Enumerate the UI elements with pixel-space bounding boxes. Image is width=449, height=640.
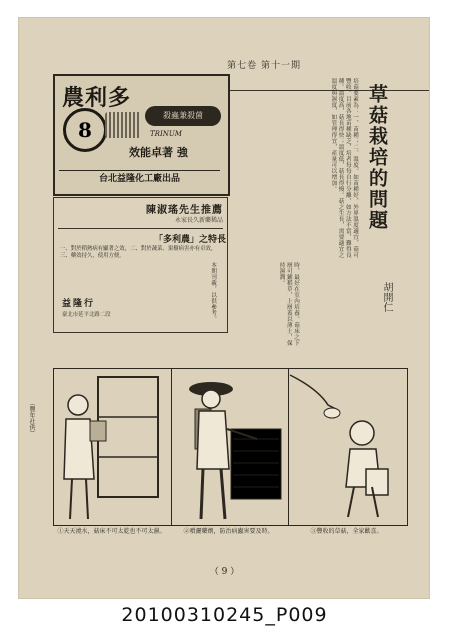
cartoon-strip [53, 368, 408, 526]
recommendation-heading: 「多利農」之特長 [154, 235, 227, 245]
cartoon-panel-spraying [171, 369, 289, 525]
recommendation-title: 陳淑瑤先生推薦 [146, 205, 223, 216]
ad-maker: 台北益隆化工廠出品 [59, 170, 220, 187]
ad-tagline-band: 殺蟲兼殺菌 [145, 106, 221, 126]
page-number: （ 9 ） [209, 567, 240, 577]
shop-name: 益隆行 [62, 299, 96, 309]
article-title: 草菇栽培的問題 [366, 84, 388, 231]
cartoon-panel-watering [54, 369, 172, 525]
article-body-col1: 培菇要素為：一、苗種；二、溫度。如苗種好，外界溫度適宜，菇可豐收。目前各地苗種缺乏，培者每每自行分離，如方法不當，難得良種。溫度高，菇長得快；溫度低，菇長得慢。菇之生長，需要適宜之溫度與濕度，如管理得宜，產量可以增加。 [330, 78, 358, 258]
ad-slogan: 效能卓著 強 [129, 146, 188, 159]
advertisement [53, 74, 230, 196]
article-author: 胡開仁 [381, 282, 392, 312]
watering-illustration [54, 369, 171, 525]
harvest-illustration [288, 369, 407, 525]
cartoon-panel-harvest [288, 369, 407, 525]
ad-trinum-label: TRINUM [150, 130, 182, 138]
ad-brand-logo: 農利多 [62, 85, 132, 111]
ad-number-emblem: 8 [63, 108, 107, 152]
recommendation-divider [58, 228, 223, 229]
issue-header: 第七卷 第十一期 [227, 61, 301, 71]
field-illustration [105, 112, 141, 138]
article-body-col2: 時，最好在室內培養。菇床之下層可鋪稻草，上層蓋以薄土，保持濕潤。 [278, 262, 299, 346]
cartoon-caption-2: ②噴灑藥劑，防治病蟲害要及時。 [183, 528, 274, 535]
recommendation-box [53, 197, 228, 333]
cartoon-caption-3: ③豐收的草菇，全家歡喜。 [310, 528, 383, 535]
recommendation-subtitle: 永家長久新藥稀品 [174, 217, 223, 224]
spraying-illustration [171, 369, 288, 525]
cartoon-caption-1: ①天天澆水，菇床不可太乾也不可太濕。 [57, 528, 166, 535]
shop-address: 臺北市延平北路二段 [62, 312, 111, 318]
catalog-id: 20100310245_P009 [121, 604, 328, 626]
recommendation-body: 一、對於稻熱病有顯著之效，二、對於蔬菜、果樹病害亦有卓效，三、藥效持久，使用方便。 [60, 246, 217, 259]
cartoon-source-note: （豐年社供） [28, 400, 35, 436]
article-body-col3: 本期刊載，以供參考。 [210, 262, 216, 322]
